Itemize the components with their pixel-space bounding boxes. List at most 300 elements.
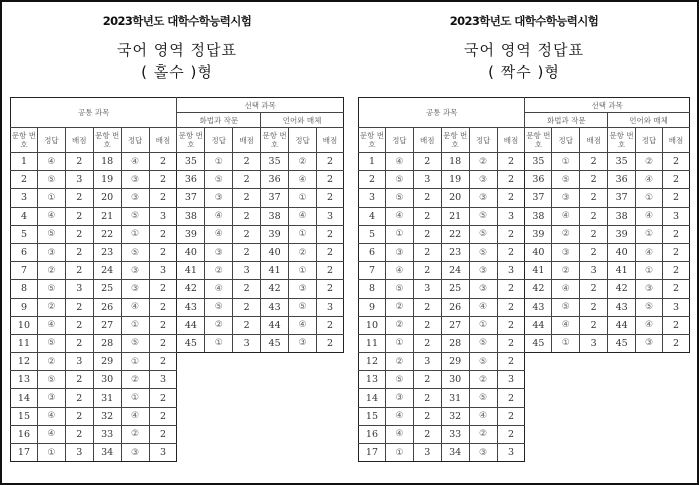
- answer-choice: ③: [469, 262, 497, 280]
- question-number: 23: [441, 243, 469, 261]
- answer-choice: ④: [385, 262, 413, 280]
- answer-choice: ③: [121, 280, 149, 298]
- score: 2: [65, 298, 93, 316]
- column-header-question-no: 문항 번호: [177, 128, 205, 153]
- question-number: 35: [608, 153, 636, 171]
- elective-subject-header: 선택 과목: [525, 98, 690, 113]
- score: 2: [65, 371, 93, 389]
- question-number: 27: [93, 316, 121, 334]
- score: 2: [663, 243, 690, 261]
- answer-choice: ③: [385, 389, 413, 407]
- score: 2: [316, 334, 343, 352]
- score: 2: [580, 171, 608, 189]
- answer-choice: ③: [469, 189, 497, 207]
- table-row: [11, 207, 344, 225]
- answer-choice: ④: [121, 298, 149, 316]
- score: 3: [497, 444, 525, 462]
- table-row: [11, 371, 344, 389]
- question-number: 32: [441, 407, 469, 425]
- score: 3: [663, 298, 690, 316]
- answer-choice: ②: [552, 225, 580, 243]
- score: 2: [413, 189, 441, 207]
- score: 2: [663, 153, 690, 171]
- answer-choice: ④: [289, 207, 317, 225]
- score: 2: [149, 407, 177, 425]
- answer-choice: ①: [636, 189, 663, 207]
- answer-choice: ①: [121, 389, 149, 407]
- question-number: 39: [177, 225, 205, 243]
- answer-choice: ⑤: [636, 298, 663, 316]
- score: 3: [233, 334, 261, 352]
- answer-choice: ⑤: [385, 280, 413, 298]
- elective-subject-header: 선택 과목: [177, 98, 344, 113]
- question-number: 4: [11, 207, 38, 225]
- question-number: 27: [441, 316, 469, 334]
- answer-choice: ④: [37, 407, 65, 425]
- question-number: 22: [93, 225, 121, 243]
- question-number: 41: [261, 262, 289, 280]
- table-row: [11, 243, 344, 261]
- question-number: 6: [11, 243, 38, 261]
- column-header-score: 배점: [497, 128, 525, 153]
- score: 2: [497, 334, 525, 352]
- score: 2: [663, 189, 690, 207]
- answer-table-odd: [10, 97, 344, 462]
- table-row: [11, 444, 344, 462]
- answer-choice: ②: [385, 353, 413, 371]
- answer-choice: ⑤: [552, 171, 580, 189]
- answer-choice: ⑤: [37, 171, 65, 189]
- question-number: 5: [11, 225, 38, 243]
- score: 2: [413, 316, 441, 334]
- score: 2: [65, 316, 93, 334]
- answer-choice: ③: [469, 171, 497, 189]
- question-number: 41: [608, 262, 636, 280]
- column-header-answer: 정답: [289, 128, 317, 153]
- answer-choice: ④: [385, 407, 413, 425]
- table-row: [11, 153, 344, 171]
- column-header-question-no: 문항 번호: [359, 128, 386, 153]
- question-number: 44: [525, 316, 552, 334]
- empty-area: [525, 444, 690, 462]
- answer-choice: ⑤: [385, 371, 413, 389]
- question-number: 28: [441, 334, 469, 352]
- score: 2: [497, 425, 525, 443]
- score: 2: [413, 153, 441, 171]
- question-number: 30: [441, 371, 469, 389]
- question-number: 45: [525, 334, 552, 352]
- answer-choice: ⑤: [469, 353, 497, 371]
- table-row: [359, 225, 690, 243]
- table-row: [359, 153, 690, 171]
- question-number: 10: [11, 316, 38, 334]
- question-number: 34: [441, 444, 469, 462]
- answer-choice: ⑤: [385, 189, 413, 207]
- question-number: 41: [177, 262, 205, 280]
- question-number: 44: [608, 316, 636, 334]
- answer-choice: ④: [37, 425, 65, 443]
- question-number: 14: [359, 389, 386, 407]
- common-subject-header: 공통 과목: [11, 98, 177, 128]
- question-number: 39: [261, 225, 289, 243]
- answer-choice: ④: [469, 407, 497, 425]
- answer-choice: ⑤: [37, 225, 65, 243]
- elective-language-media-header: 언어와 매체: [261, 113, 344, 128]
- table-row: [359, 243, 690, 261]
- question-number: 37: [261, 189, 289, 207]
- score: 3: [663, 207, 690, 225]
- score: 3: [65, 353, 93, 371]
- question-number: 19: [441, 171, 469, 189]
- table-row: [359, 389, 690, 407]
- table-row: [11, 225, 344, 243]
- answer-choice: ③: [552, 189, 580, 207]
- answer-choice: ①: [121, 225, 149, 243]
- answer-choice: ⑤: [121, 207, 149, 225]
- elective-language-media-header: 언어와 매체: [608, 113, 690, 128]
- exam-year-title: 2023학년도 대학수학능력시험: [449, 14, 599, 28]
- score: 3: [65, 171, 93, 189]
- question-number: 42: [261, 280, 289, 298]
- answer-table-even: [358, 97, 690, 462]
- answer-choice: ①: [121, 316, 149, 334]
- score: 2: [413, 334, 441, 352]
- score: 2: [233, 298, 261, 316]
- question-number: 38: [261, 207, 289, 225]
- score: 2: [149, 171, 177, 189]
- score: 3: [580, 262, 608, 280]
- score: 2: [580, 153, 608, 171]
- table-row: [359, 298, 690, 316]
- score: 2: [65, 334, 93, 352]
- question-number: 9: [359, 298, 386, 316]
- score: 2: [497, 298, 525, 316]
- column-header-answer: 정답: [385, 128, 413, 153]
- score: 3: [497, 207, 525, 225]
- answer-choice: ③: [289, 334, 317, 352]
- exam-type-label: ( 짝수 )형: [488, 63, 560, 81]
- score: 2: [316, 171, 343, 189]
- question-number: 14: [11, 389, 38, 407]
- question-number: 6: [359, 243, 386, 261]
- question-number: 29: [441, 353, 469, 371]
- answer-choice: ③: [385, 243, 413, 261]
- score: 2: [413, 407, 441, 425]
- question-number: 31: [441, 389, 469, 407]
- question-number: 4: [359, 207, 386, 225]
- answer-choice: ④: [636, 316, 663, 334]
- question-number: 13: [11, 371, 38, 389]
- question-number: 1: [359, 153, 386, 171]
- table-row: [359, 334, 690, 352]
- table-row: [11, 171, 344, 189]
- question-number: 40: [525, 243, 552, 261]
- score: 2: [413, 389, 441, 407]
- answer-choice: ②: [385, 298, 413, 316]
- question-number: 7: [11, 262, 38, 280]
- answer-choice: ②: [289, 153, 317, 171]
- question-number: 10: [359, 316, 386, 334]
- question-number: 37: [608, 189, 636, 207]
- answer-choice: ⑤: [205, 171, 233, 189]
- question-number: 40: [608, 243, 636, 261]
- score: 2: [233, 316, 261, 334]
- score: 3: [316, 207, 343, 225]
- score: 2: [149, 334, 177, 352]
- score: 2: [65, 389, 93, 407]
- question-number: 30: [93, 371, 121, 389]
- question-number: 24: [93, 262, 121, 280]
- score: 3: [413, 353, 441, 371]
- question-number: 24: [441, 262, 469, 280]
- score: 2: [316, 189, 343, 207]
- score: 2: [316, 280, 343, 298]
- question-number: 34: [93, 444, 121, 462]
- question-number: 20: [93, 189, 121, 207]
- score: 2: [65, 153, 93, 171]
- question-number: 42: [608, 280, 636, 298]
- score: 2: [65, 425, 93, 443]
- score: 2: [580, 207, 608, 225]
- score: 2: [580, 298, 608, 316]
- question-number: 7: [359, 262, 386, 280]
- answer-choice: ②: [37, 353, 65, 371]
- answer-choice: ④: [636, 207, 663, 225]
- score: 2: [65, 407, 93, 425]
- answer-choice: ②: [37, 298, 65, 316]
- score: 2: [149, 316, 177, 334]
- score: 2: [663, 334, 690, 352]
- answer-choice: ①: [121, 353, 149, 371]
- question-number: 2: [11, 171, 38, 189]
- answer-choice: ④: [552, 207, 580, 225]
- score: 3: [580, 334, 608, 352]
- answer-choice: ④: [552, 280, 580, 298]
- column-header-question-no: 문항 번호: [608, 128, 636, 153]
- question-number: 29: [93, 353, 121, 371]
- answer-choice: ③: [636, 334, 663, 352]
- answer-choice: ④: [37, 153, 65, 171]
- column-header-score: 배점: [316, 128, 343, 153]
- score: 2: [316, 262, 343, 280]
- empty-area: [177, 425, 344, 443]
- score: 2: [233, 189, 261, 207]
- table-row: [359, 262, 690, 280]
- column-header-score: 배점: [580, 128, 608, 153]
- answer-choice: ①: [289, 189, 317, 207]
- score: 2: [663, 280, 690, 298]
- question-number: 15: [359, 407, 386, 425]
- question-number: 31: [93, 389, 121, 407]
- column-header-question-no: 문항 번호: [525, 128, 552, 153]
- column-header-answer: 정답: [205, 128, 233, 153]
- question-number: 39: [525, 225, 552, 243]
- answer-choice: ④: [37, 207, 65, 225]
- answer-choice: ②: [121, 425, 149, 443]
- score: 2: [663, 171, 690, 189]
- score: 2: [497, 316, 525, 334]
- column-header-answer: 정답: [37, 128, 65, 153]
- answer-choice: ③: [636, 280, 663, 298]
- answer-choice: ⑤: [121, 243, 149, 261]
- question-number: 12: [11, 353, 38, 371]
- score: 2: [149, 280, 177, 298]
- answer-choice: ①: [385, 334, 413, 352]
- question-number: 21: [93, 207, 121, 225]
- score: 2: [65, 262, 93, 280]
- table-row: [11, 334, 344, 352]
- answer-choice: ②: [121, 371, 149, 389]
- table-row: [11, 298, 344, 316]
- answer-choice: ①: [205, 153, 233, 171]
- empty-area: [177, 444, 344, 462]
- table-row: [11, 316, 344, 334]
- question-number: 38: [608, 207, 636, 225]
- question-number: 9: [11, 298, 38, 316]
- score: 2: [413, 243, 441, 261]
- answer-choice: ④: [385, 153, 413, 171]
- table-row: [11, 353, 344, 371]
- score: 3: [149, 207, 177, 225]
- answer-choice: ③: [37, 243, 65, 261]
- score: 2: [149, 298, 177, 316]
- answer-choice: ⑤: [385, 171, 413, 189]
- column-header-question-no: 문항 번호: [261, 128, 289, 153]
- table-row: [359, 425, 690, 443]
- question-number: 45: [608, 334, 636, 352]
- answer-choice: ④: [205, 225, 233, 243]
- score: 2: [65, 189, 93, 207]
- score: 2: [663, 316, 690, 334]
- question-number: 3: [359, 189, 386, 207]
- question-number: 44: [261, 316, 289, 334]
- score: 3: [149, 262, 177, 280]
- question-number: 19: [93, 171, 121, 189]
- score: 2: [316, 243, 343, 261]
- score: 2: [233, 153, 261, 171]
- answer-choice: ②: [469, 371, 497, 389]
- score: 2: [316, 225, 343, 243]
- answer-choice: ⑤: [37, 280, 65, 298]
- answer-choice: ①: [469, 316, 497, 334]
- column-header-answer: 정답: [469, 128, 497, 153]
- question-number: 2: [359, 171, 386, 189]
- question-number: 18: [441, 153, 469, 171]
- empty-area: [525, 425, 690, 443]
- score: 2: [233, 280, 261, 298]
- table-row: [11, 262, 344, 280]
- question-number: 28: [93, 334, 121, 352]
- answer-choice: ④: [636, 171, 663, 189]
- answer-choice: ④: [289, 171, 317, 189]
- score: 2: [149, 425, 177, 443]
- exam-type-label: ( 홀수 )형: [141, 63, 213, 81]
- answer-choice: ④: [121, 153, 149, 171]
- answer-choice: ④: [385, 207, 413, 225]
- question-number: 42: [177, 280, 205, 298]
- question-number: 25: [93, 280, 121, 298]
- table-row: [359, 316, 690, 334]
- score: 2: [497, 153, 525, 171]
- table-row: [359, 353, 690, 371]
- answer-choice: ⑤: [552, 298, 580, 316]
- score: 2: [497, 389, 525, 407]
- answer-choice: ①: [552, 334, 580, 352]
- table-row: [11, 189, 344, 207]
- answer-choice: ③: [469, 280, 497, 298]
- score: 2: [580, 225, 608, 243]
- answer-choice: ②: [37, 262, 65, 280]
- answer-choice: ⑤: [469, 243, 497, 261]
- question-number: 26: [441, 298, 469, 316]
- score: 2: [497, 353, 525, 371]
- answer-choice: ④: [552, 316, 580, 334]
- column-header-answer: 정답: [121, 128, 149, 153]
- answer-choice: ②: [205, 262, 233, 280]
- answer-choice: ④: [289, 316, 317, 334]
- answer-choice: ①: [636, 262, 663, 280]
- score: 3: [497, 262, 525, 280]
- question-number: 8: [11, 280, 38, 298]
- score: 2: [413, 298, 441, 316]
- answer-choice: ④: [469, 298, 497, 316]
- column-header-answer: 정답: [552, 128, 580, 153]
- answer-choice: ⑤: [469, 389, 497, 407]
- answer-choice: ②: [385, 316, 413, 334]
- answer-choice: ①: [205, 334, 233, 352]
- answer-choice: ③: [469, 444, 497, 462]
- table-row: [359, 371, 690, 389]
- column-header-score: 배점: [149, 128, 177, 153]
- question-number: 45: [177, 334, 205, 352]
- score: 2: [149, 153, 177, 171]
- question-number: 44: [177, 316, 205, 334]
- answer-choice: ④: [636, 243, 663, 261]
- answer-choice: ④: [205, 207, 233, 225]
- question-number: 39: [608, 225, 636, 243]
- column-header-question-no: 문항 번호: [11, 128, 38, 153]
- question-number: 43: [525, 298, 552, 316]
- score: 2: [65, 207, 93, 225]
- question-number: 22: [441, 225, 469, 243]
- answer-sheet-title: 국어 영역 정답표: [464, 41, 584, 59]
- empty-area: [525, 371, 690, 389]
- answer-choice: ①: [37, 444, 65, 462]
- column-header-score: 배점: [663, 128, 690, 153]
- answer-choice: ④: [385, 425, 413, 443]
- question-number: 16: [11, 425, 38, 443]
- question-number: 13: [359, 371, 386, 389]
- score: 2: [149, 243, 177, 261]
- score: 2: [233, 225, 261, 243]
- question-number: 43: [608, 298, 636, 316]
- answer-choice: ⑤: [469, 225, 497, 243]
- question-number: 25: [441, 280, 469, 298]
- column-header-answer: 정답: [636, 128, 663, 153]
- table-row: [359, 189, 690, 207]
- score: 2: [233, 207, 261, 225]
- empty-area: [177, 389, 344, 407]
- answer-choice: ①: [385, 225, 413, 243]
- score: 2: [413, 225, 441, 243]
- question-number: 11: [11, 334, 38, 352]
- column-header-score: 배점: [413, 128, 441, 153]
- question-number: 36: [525, 171, 552, 189]
- question-number: 32: [93, 407, 121, 425]
- score: 2: [413, 371, 441, 389]
- score: 3: [65, 444, 93, 462]
- question-number: 36: [261, 171, 289, 189]
